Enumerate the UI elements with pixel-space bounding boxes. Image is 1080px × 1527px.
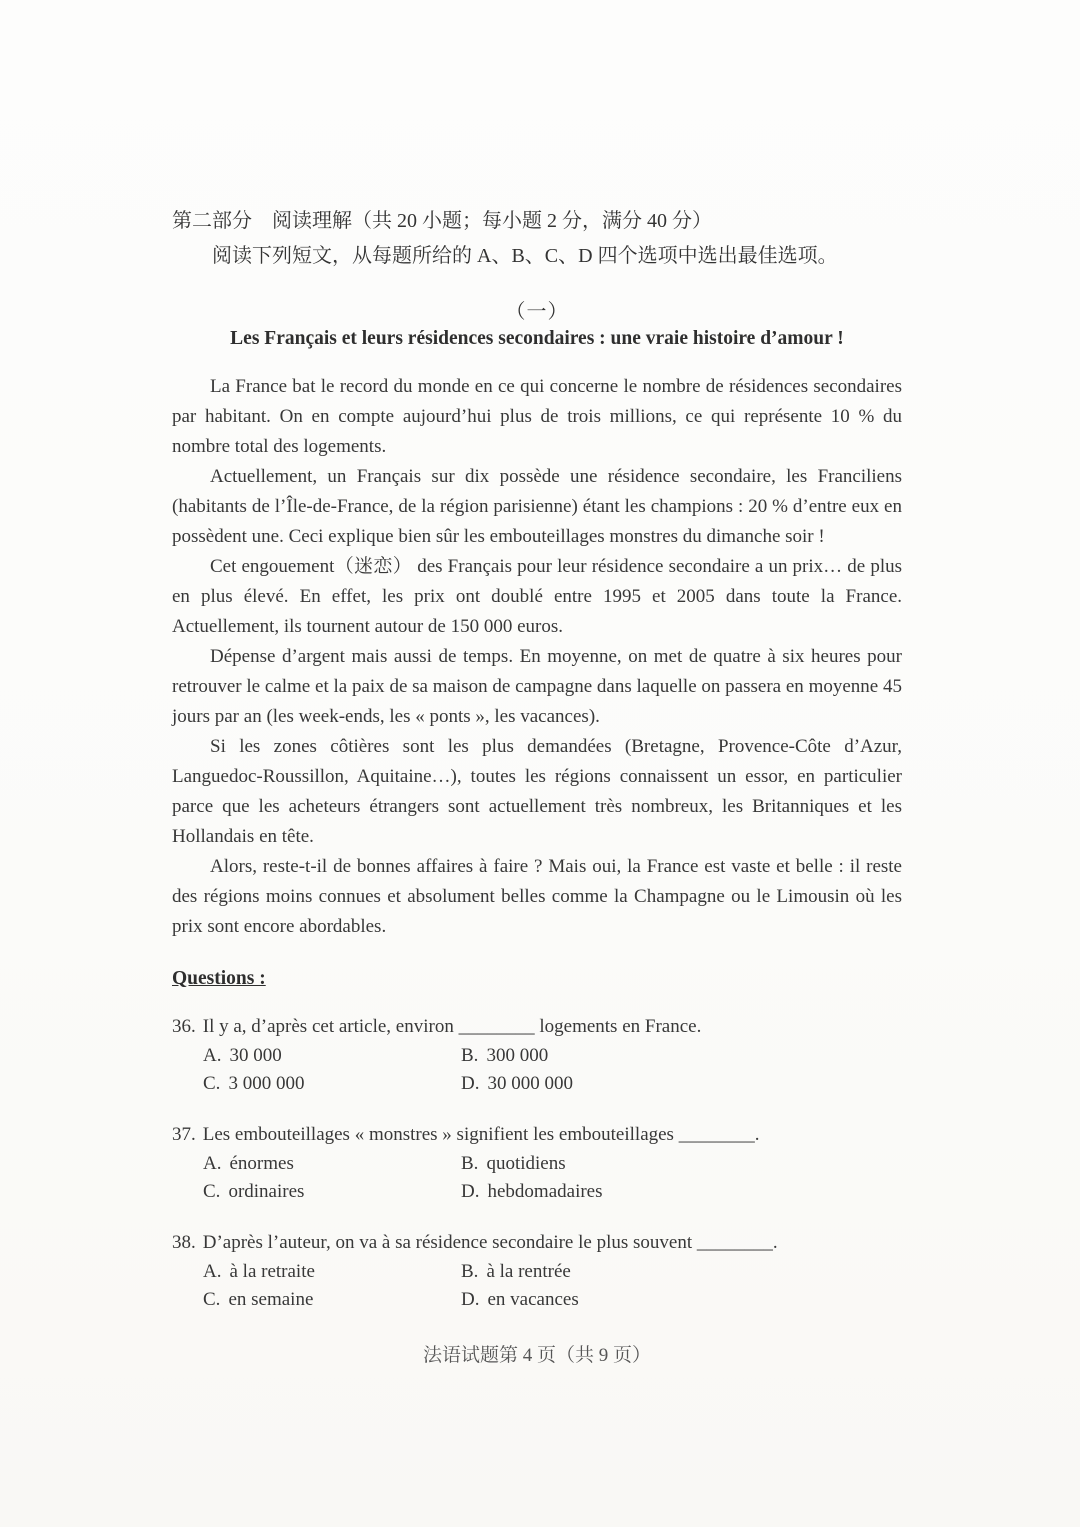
option-text: en semaine xyxy=(228,1289,314,1310)
question-38 xyxy=(172,1228,902,1314)
paragraph: La France bat le record du monde en ce qui concerne le nombre de résidences secondaires par habitant. On en compte aujourd’hui plus de trois millions, ce qui représente 10 % du nombre total des logements. xyxy=(172,376,902,457)
option xyxy=(461,1258,571,1286)
paragraph: Dépense d’argent mais aussi de temps. En moyenne, on met de quatre à six heures pour retrouver le calme et la paix de sa maison de campagne dans laquelle on passera en moyenne 45 jours par an (les week-ends, les « ponts », les vacances). xyxy=(172,646,902,727)
question-line xyxy=(172,1012,902,1042)
option-label: C. xyxy=(203,1073,221,1094)
option-label: A. xyxy=(203,1045,222,1066)
option-row xyxy=(172,1150,902,1178)
question-number: 38. xyxy=(172,1232,196,1253)
option xyxy=(461,1042,548,1070)
paragraph: Si les zones côtières sont les plus demandées (Bretagne, Provence-Côte d’Azur, Languedoc-Roussillon, Aquitaine…), toutes les régions connaissent un essor, en particulier parce que les acheteurs étrangers sont actuellement très nombreux, les Britanniques et les Hollandais en tête. xyxy=(172,736,902,847)
option xyxy=(461,1150,566,1178)
option-text: 300 000 xyxy=(486,1045,549,1066)
option-row xyxy=(172,1042,902,1070)
question-36 xyxy=(172,1012,902,1098)
option-label: B. xyxy=(461,1153,479,1174)
option-text: hebdomadaires xyxy=(487,1181,603,1202)
passage xyxy=(172,372,902,942)
option xyxy=(203,1258,461,1286)
option xyxy=(203,1178,461,1206)
page-footer: 法语试题第 4 页（共 9 页） xyxy=(422,1345,651,1366)
option-text: à la rentrée xyxy=(486,1261,571,1282)
option-label: D. xyxy=(461,1073,480,1094)
option-text: 3 000 000 xyxy=(228,1073,305,1094)
questions-label: Questions : xyxy=(172,968,266,989)
option xyxy=(461,1178,603,1206)
question-line xyxy=(172,1120,902,1150)
option-label: A. xyxy=(203,1261,222,1282)
option-row xyxy=(172,1178,902,1206)
question-number: 36. xyxy=(172,1016,196,1037)
part-title: 第二部分 阅读理解（共 20 小题；每小题 2 分，满分 40 分） xyxy=(172,210,712,232)
passage-title: Les Français et leurs résidences secondaires : une vraie histoire d’amour ! xyxy=(230,328,844,349)
instruction: 阅读下列短文，从每题所给的 A、B、C、D 四个选项中选出最佳选项。 xyxy=(212,245,838,267)
section-header xyxy=(172,206,902,271)
option-label: B. xyxy=(461,1045,479,1066)
option-text: 30 000 xyxy=(229,1045,282,1066)
option-text: ordinaires xyxy=(228,1181,305,1202)
option-row xyxy=(172,1070,902,1098)
question-number: 37. xyxy=(172,1124,196,1145)
option xyxy=(203,1070,461,1098)
option xyxy=(203,1042,461,1070)
option-text: à la retraite xyxy=(229,1261,315,1282)
question-text: D’après l’auteur, on va à sa résidence secondaire le plus souvent ________. xyxy=(202,1232,778,1253)
option-text: quotidiens xyxy=(486,1153,566,1174)
paragraph: Actuellement, un Français sur dix possède une résidence secondaire, les Franciliens (habitants de l’Île-de-France, de la région parisienne) étant les champions : 20 % d’entre eux en possèdent une. Ceci explique bien sûr les embouteillages monstres du dimanche soir ! xyxy=(172,466,902,547)
option-label: C. xyxy=(203,1289,221,1310)
option-label: C. xyxy=(203,1181,221,1202)
option-row xyxy=(172,1258,902,1286)
question-line xyxy=(172,1228,902,1258)
paragraph: Alors, reste-t-il de bonnes affaires à faire ? Mais oui, la France est vaste et belle : il reste des régions moins connues et absolument belles comme la Champagne ou le Limousin où les prix sont encore abordables. xyxy=(172,856,902,937)
option-label: D. xyxy=(461,1289,480,1310)
option-label: A. xyxy=(203,1153,222,1174)
paragraph: Cet engouement（迷恋） des Français pour leur résidence secondaire a un prix… de plus en plus élevé. En effet, les prix ont doublé entre 1995 et 2005 dans toute la France. Actuellement, ils tournent autour de 150 000 euros. xyxy=(172,556,902,637)
option xyxy=(461,1070,573,1098)
passage-section-number: （一） xyxy=(505,301,569,323)
option xyxy=(203,1286,461,1314)
question-text: Il y a, d’après cet article, environ ________ logements en France. xyxy=(202,1016,702,1037)
option-label: B. xyxy=(461,1261,479,1282)
option-text: 30 000 000 xyxy=(487,1073,573,1094)
option-text: énormes xyxy=(229,1153,294,1174)
option-label: D. xyxy=(461,1181,480,1202)
question-37 xyxy=(172,1120,902,1206)
option-row xyxy=(172,1286,902,1314)
question-text: Les embouteillages « monstres » signifient les embouteillages ________. xyxy=(202,1124,760,1145)
option xyxy=(203,1150,461,1178)
option-text: en vacances xyxy=(487,1289,579,1310)
option xyxy=(461,1286,579,1314)
